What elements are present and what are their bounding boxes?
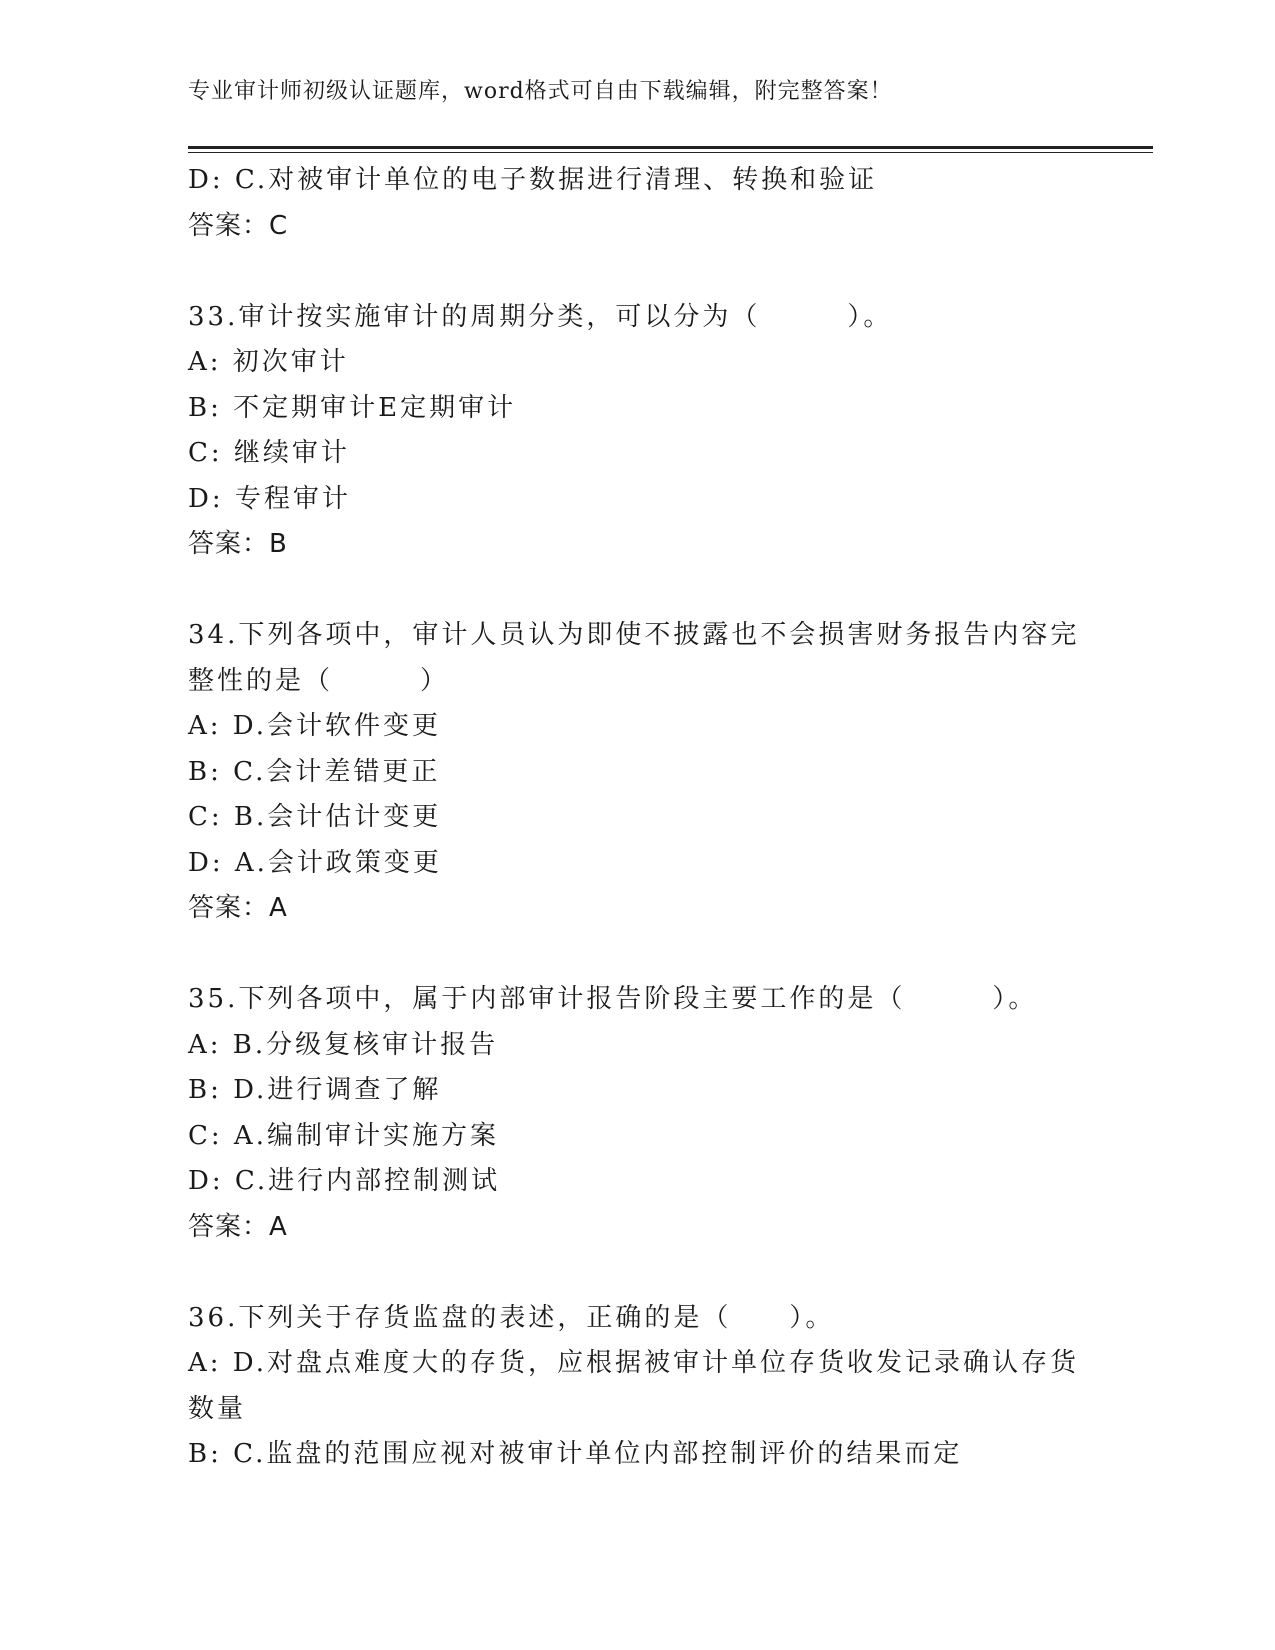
option-c: C: A.编制审计实施方案 — [188, 1120, 499, 1151]
option-b: B: D.进行调查了解 — [188, 1075, 442, 1105]
option-c: C: B.会计估计变更 — [188, 802, 442, 832]
spacer — [188, 249, 1078, 295]
option-c: C: 继续审计 — [188, 438, 350, 468]
question-stem: 36.下列关于存货监盘的表述，正确的是（ ）。 — [188, 1302, 835, 1333]
spacer — [188, 932, 1078, 978]
spacer — [188, 568, 1078, 614]
option-d: D: C.进行内部控制测试 — [188, 1166, 501, 1196]
question-34 — [188, 613, 1078, 932]
header-rule-thin — [188, 152, 1153, 153]
continued-answer: 答案：C — [188, 210, 289, 241]
question-stem-line-1: 34.下列各项中，审计人员认为即使不披露也不会损害财务报告内容完 — [188, 620, 1080, 650]
question-stem: 35.下列各项中，属于内部审计报告阶段主要工作的是（ ）。 — [188, 984, 1038, 1014]
spacer — [188, 1250, 1078, 1296]
option-d: D: 专程审计 — [188, 483, 351, 514]
option-a: A: B.分级复核审计报告 — [188, 1029, 499, 1060]
option-a: A: D.会计软件变更 — [188, 711, 441, 741]
document-header: 专业审计师初级认证题库，word格式可自由下载编辑，附完整答案！ — [188, 79, 893, 104]
answer: 答案：B — [188, 529, 288, 559]
question-33 — [188, 295, 1078, 568]
answer: 答案：A — [188, 1211, 288, 1242]
answer: 答案：A — [188, 893, 288, 923]
option-d: D: A.会计政策变更 — [188, 847, 442, 878]
option-b: B: C.监盘的范围应视对被审计单位内部控制评价的结果而定 — [188, 1439, 963, 1469]
option-b: B: 不定期审计E定期审计 — [188, 392, 517, 423]
option-a-line-1: A: D.对盘点难度大的存货，应根据被审计单位存货收发记录确认存货 — [188, 1348, 1079, 1378]
option-b: B: C.会计差错更正 — [188, 756, 441, 787]
question-stem-line-2: 整性的是（ ） — [188, 665, 450, 696]
option-a-line-2: 数量 — [188, 1393, 247, 1424]
header-rule-thick — [188, 146, 1153, 149]
option-a: A: 初次审计 — [188, 347, 349, 377]
document-body — [188, 158, 1078, 1478]
question-35 — [188, 977, 1078, 1250]
question-36 — [188, 1296, 1078, 1478]
question-stem: 33.审计按实施审计的周期分类，可以分为（ ）。 — [188, 301, 893, 332]
continued-option-d: D: C.对被审计单位的电子数据进行清理、转换和验证 — [188, 165, 878, 195]
